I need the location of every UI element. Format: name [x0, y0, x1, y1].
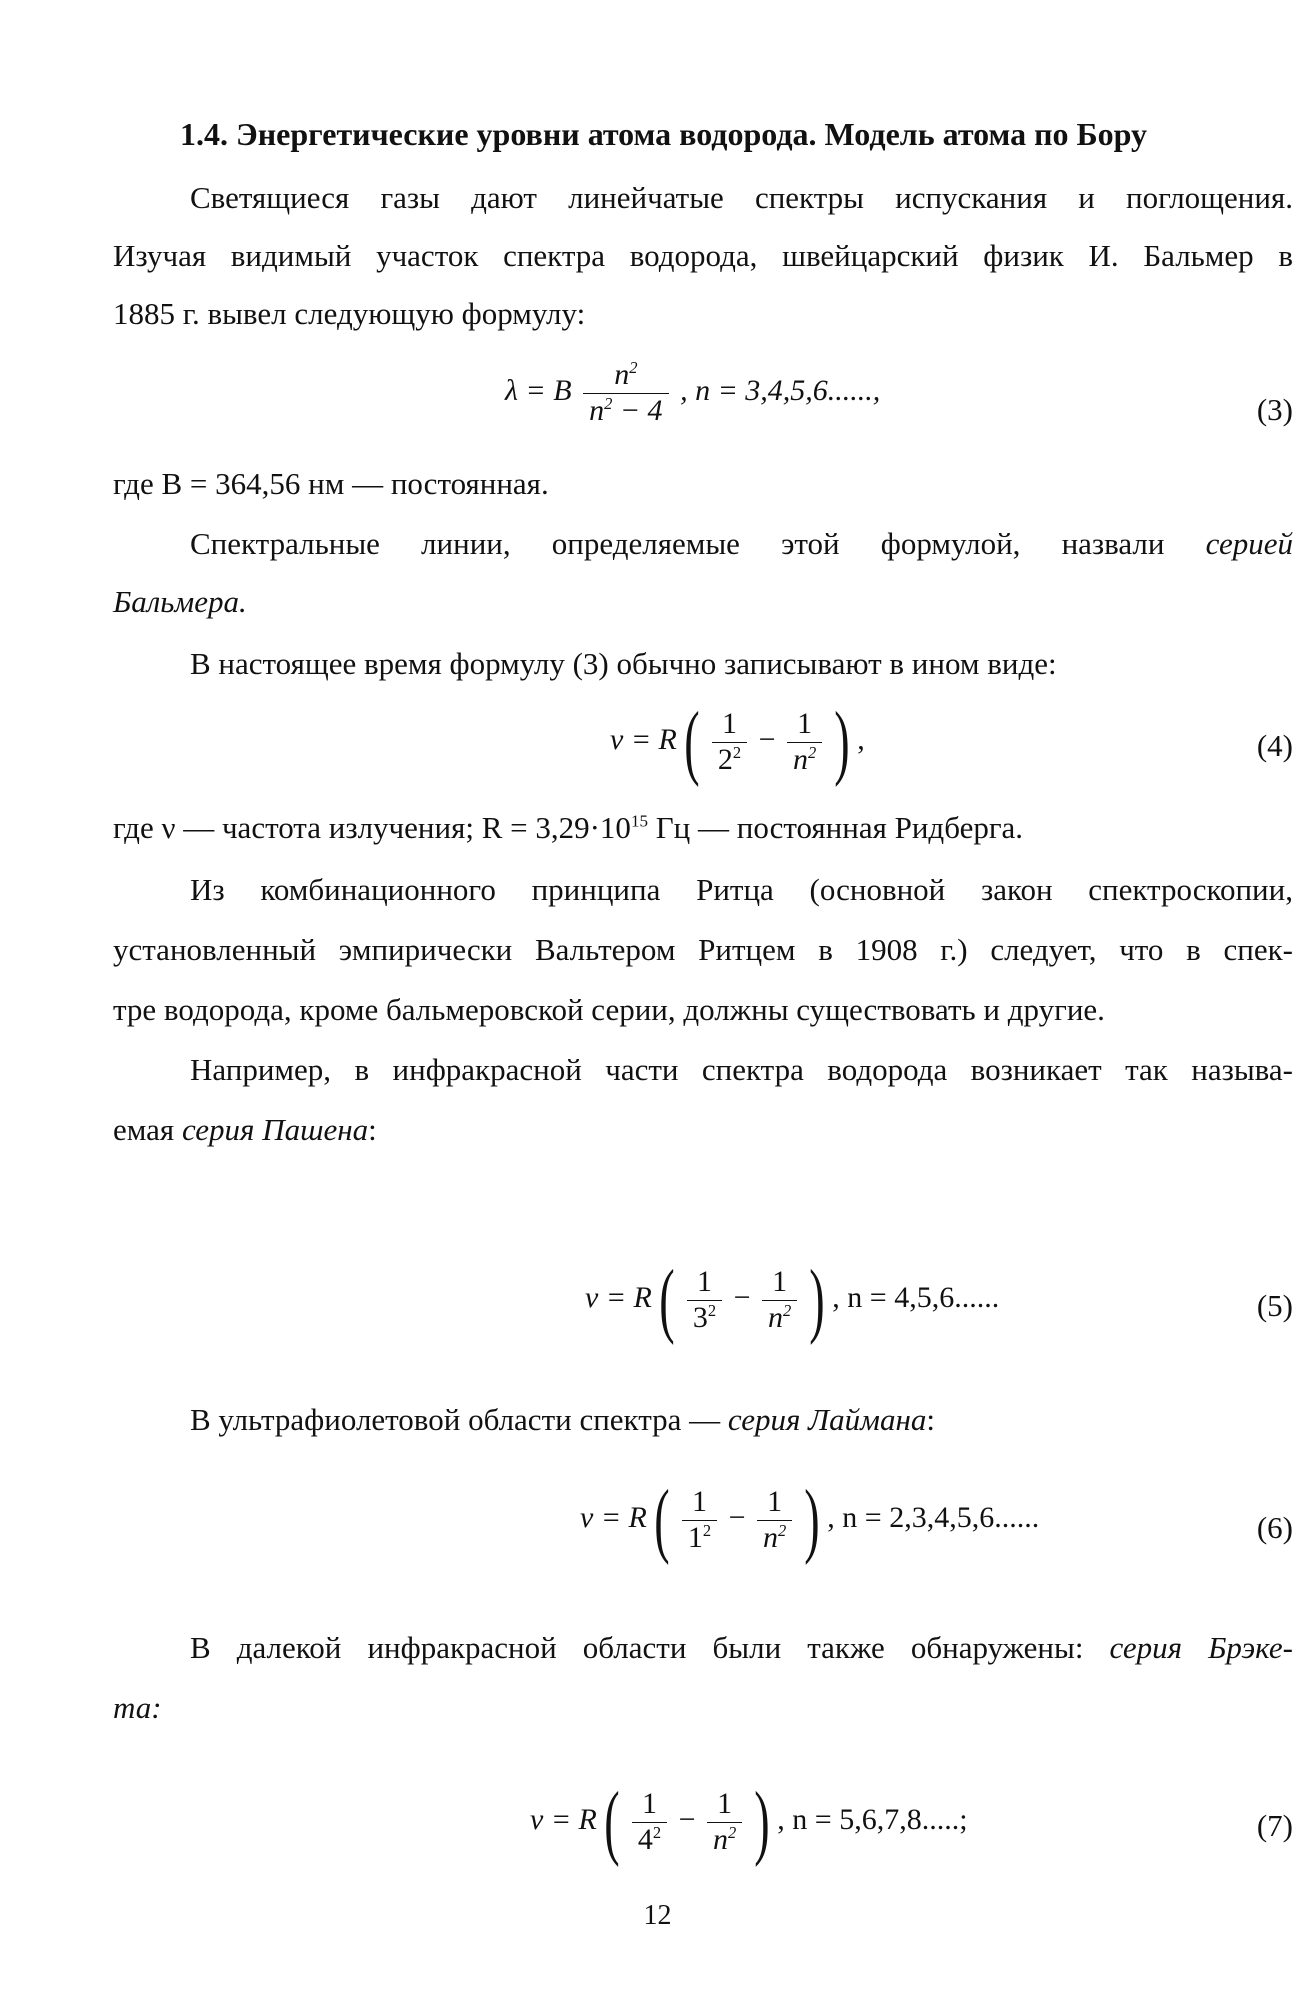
eq4-lhs: ν = R: [610, 722, 677, 756]
p3-line: В настоящее время формулу (3) обычно записывают в ином виде:: [190, 646, 1057, 681]
equation-5-number: (5): [1256, 1288, 1293, 1323]
p2-line-2: Бальмера.: [113, 584, 247, 619]
eq4-tail: ,: [857, 722, 865, 756]
eq4-fraction-1: $\frac{1}{2^2}$: [712, 707, 747, 777]
equation-4: ν = R ( $\frac{1}{2^2}$ − $\frac{1}{n^2}$ ) ,: [610, 695, 865, 788]
p5-line-1: Например, в инфракрасной части спектра водорода возникает так называ-: [190, 1052, 1293, 1087]
eq3-denominator: $n^2 - 4$: [589, 393, 663, 427]
section-heading: 1.4. Энергетические уровни атома водорода. Модель атома по Бору: [180, 116, 1148, 152]
eq3-numerator: $n^2$: [583, 358, 669, 394]
p4-line-2: установленный эмпирически Вальтером Ритцем в 1908 г.) следует, что в спек-: [113, 932, 1293, 967]
equation-6: ν = R ( $\frac{1}{1^2}$ − $\frac{1}{n^2}$ ) , n = 2,3,4,5,6......: [580, 1473, 1040, 1566]
p4-line-1: Из комбинационного принципа Ритца (основной закон спектроскопии,: [190, 872, 1293, 907]
equation-7: ν = R ( $\frac{1}{4^2}$ − $\frac{1}{n^2}$ ) , n = 5,6,7,8.....;: [530, 1775, 968, 1868]
eq3-tail: , n = 3,4,5,6......,: [680, 373, 881, 407]
p7-line-1: В далекой инфракрасной области были также обнаружены: серия Брэке-: [190, 1630, 1293, 1665]
where-b-line: где B = 364,56 нм — постоянная.: [113, 466, 549, 501]
equation-7-number: (7): [1256, 1808, 1293, 1843]
p4-line-3: тре водорода, кроме бальмеровской серии, должны существовать и другие.: [113, 992, 1105, 1027]
p1-line-2: Изучая видимый участок спектра водорода, швейцарский физик И. Бальмер в: [113, 238, 1293, 273]
p5-line-2: емая серия Пашена:: [113, 1112, 377, 1147]
p2-line-1: Спектральные линии, определяемые этой формулой, назвали серией: [190, 526, 1293, 561]
eq3-lhs: λ = B: [505, 373, 572, 407]
equation-3-number: (3): [1256, 392, 1293, 427]
p6-line: В ультрафиолетовой области спектра — серия Лаймана:: [190, 1402, 935, 1437]
equation-5: ν = R ( $\frac{1}{3^2}$ − $\frac{1}{n^2}$ ) , n = 4,5,6......: [585, 1253, 1000, 1346]
where-nu-line: где ν — частота излучения; $R = 3,29\cdot 10^{15}$ Гц — постоянная Ридберга.: [113, 810, 1024, 845]
equation-4-number: (4): [1256, 728, 1293, 763]
eq3-fraction: [583, 358, 669, 428]
p7-line-2: та:: [113, 1690, 162, 1725]
page-number: 12: [643, 1900, 672, 1931]
eq4-fraction-2: $\frac{1}{n^2}$: [787, 707, 822, 777]
equation-3: [505, 358, 880, 428]
p1-line-3: 1885 г. вывел следующую формулу:: [113, 296, 586, 331]
p1-line-1: Светящиеся газы дают линейчатые спектры испускания и поглощения.: [190, 180, 1293, 215]
equation-6-number: (6): [1256, 1510, 1293, 1545]
